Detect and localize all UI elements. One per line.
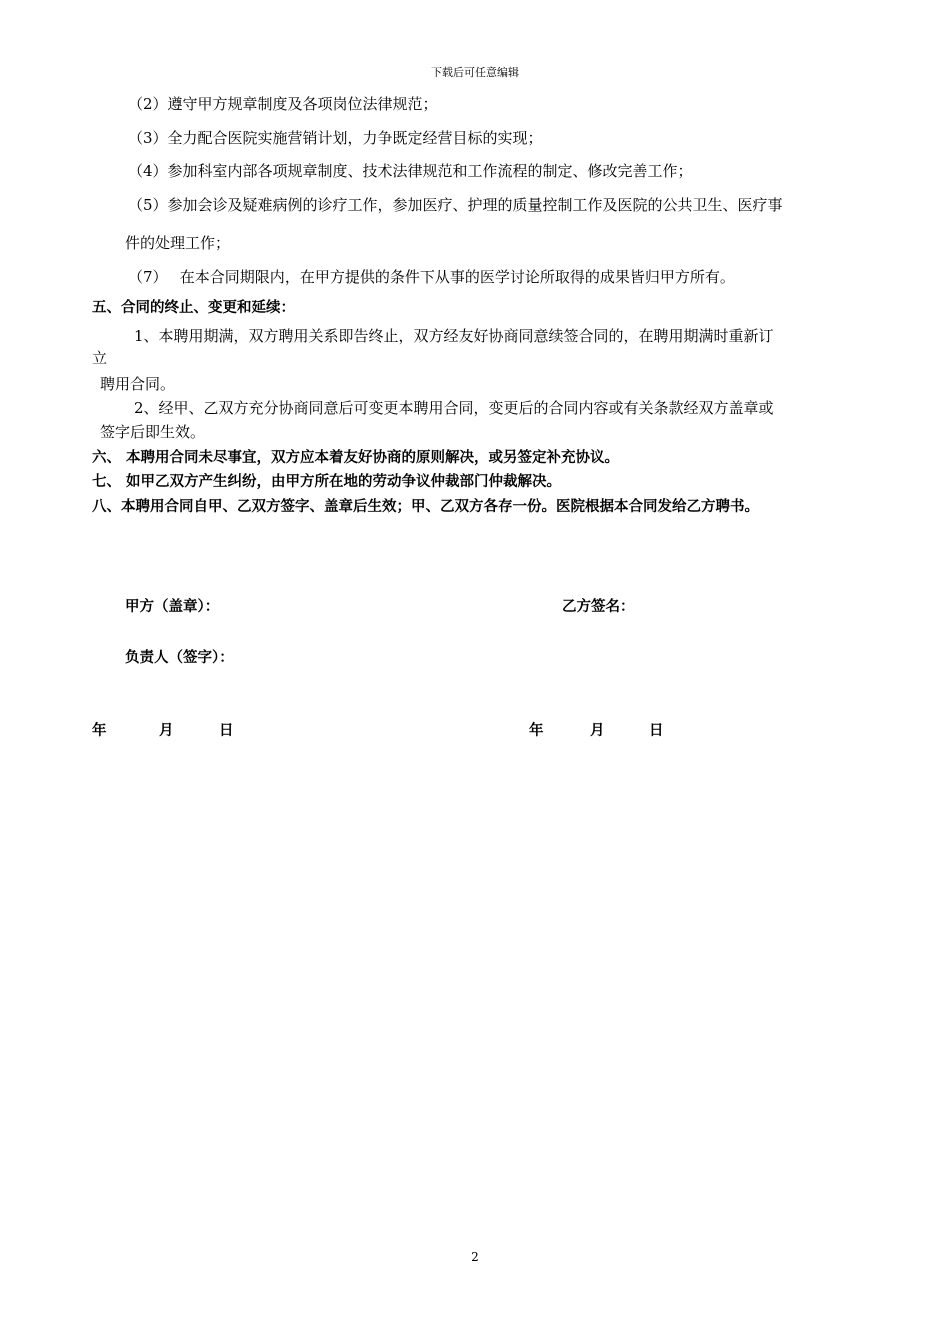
- section-5-para-1-line-3: 聘用合同。: [100, 375, 176, 393]
- date-a-day: 日: [219, 723, 234, 739]
- section-6: 六、 本聘用合同未尽事宜，双方应本着友好协商的原则解决，或另签定补充协议。: [92, 450, 620, 466]
- section-5-para-1-line-1: 1、本聘用期满，双方聘用关系即告终止，双方经友好协商同意续签合同的，在聘用期满时重新订: [134, 327, 774, 345]
- section-5-para-1-line-2: 立: [92, 349, 108, 367]
- party-a-label: 甲方（盖章）：: [125, 599, 220, 615]
- page-number: 2: [471, 1250, 479, 1264]
- date-b-day: 日: [649, 723, 664, 739]
- section-5-para-2-line-1: 2、经甲、乙双方充分协商同意后可变更本聘用合同，变更后的合同内容或有关条款经双方盖章或: [134, 399, 774, 417]
- section-5-title: 五、合同的终止、变更和延续：: [92, 300, 295, 316]
- page-header: 下载后可任意编辑: [431, 66, 519, 79]
- clause-5-line-1: （5）参加会诊及疑难病例的诊疗工作，参加医疗、护理的质量控制工作及医院的公共卫生、医疗事: [128, 196, 783, 214]
- clause-5-line-2: 件的处理工作；: [125, 234, 231, 252]
- person-in-charge-label: 负责人（签字）：: [125, 650, 234, 666]
- clause-4: （4）参加科室内部各项规章制度、技术法律规范和工作流程的制定、修改完善工作；: [128, 162, 693, 180]
- section-5-para-2-line-2: 签字后即生效。: [100, 423, 206, 441]
- date-b-year: 年: [529, 723, 544, 739]
- date-a-month: 月: [159, 723, 174, 739]
- date-a-year: 年: [92, 723, 107, 739]
- section-7: 七、 如甲乙双方产生纠纷，由甲方所在地的劳动争议仲裁部门仲裁解决。: [92, 474, 562, 490]
- section-8: 八、本聘用合同自甲、乙双方签字、盖章后生效；甲、乙双方各存一份。医院根据本合同发给乙方聘书。: [92, 499, 759, 515]
- date-b-month: 月: [590, 723, 605, 739]
- clause-3: （3）全力配合医院实施营销计划，力争既定经营目标的实现；: [128, 129, 543, 147]
- party-b-label: 乙方签名：: [562, 599, 635, 615]
- clause-2: （2）遵守甲方规章制度及各项岗位法律规范；: [128, 95, 438, 113]
- clause-7: （7） 在本合同期限内，在甲方提供的条件下从事的医学讨论所取得的成果皆归甲方所有。: [128, 268, 735, 286]
